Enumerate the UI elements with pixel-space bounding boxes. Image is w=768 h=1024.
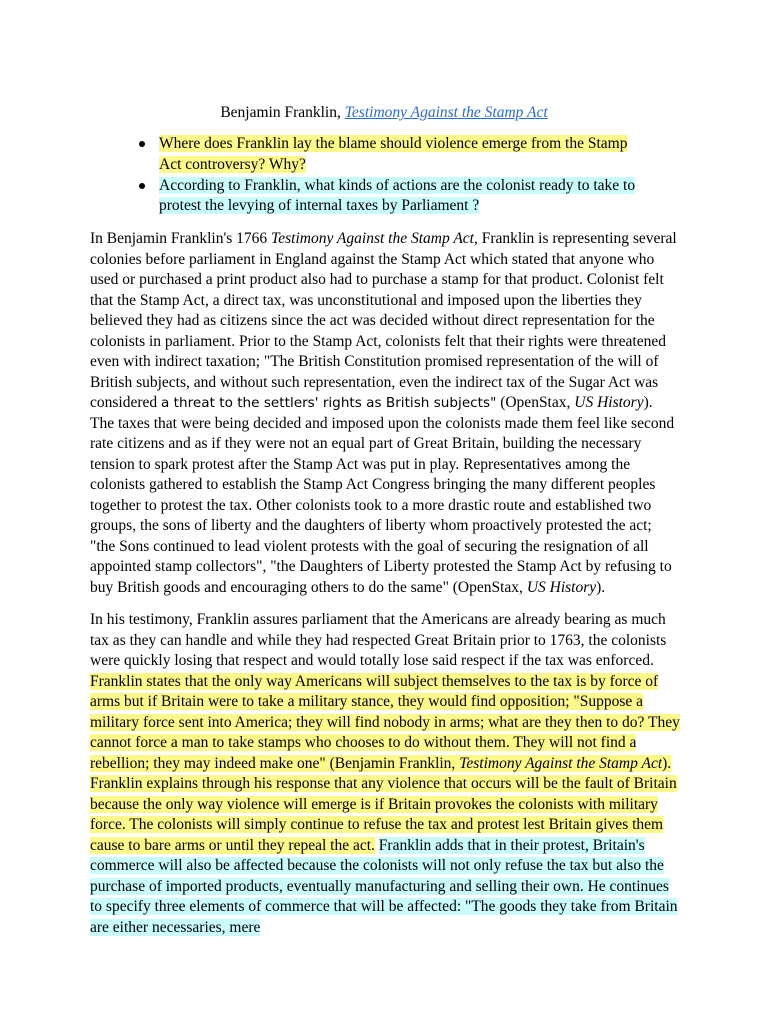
p2-highlight-yellow: ). Franklin explains through his response that any violence that occurs will be the fault of Britain because the only way violence will emerge is if Britain provokes the colonists with military force. The colonists will simply continue to refuse the tax and protest lest Britain gives them cause to bare arms or until they repeal the act.: [90, 754, 677, 854]
p1-text: (OpenStax,: [496, 394, 575, 411]
title-work-link[interactable]: Testimony Against the Stamp Act: [344, 104, 548, 121]
p1-text: ). The taxes that were being decided and imposed upon the colonists made them feel like second rate citizens and as if they were not an equal part of Great Britain, building the necessary tension to spark protest after the Stamp Act was put in play. Representatives among the colonists gathered to establish the Stamp Act Congress bringing the many different peoples together to protest the tax. Other colonists took to a more drastic route and established two groups, the sons of liberty and the daughters of liberty whom proactively protested the act; "the Sons continued to lead violent protests with the goal of securing the resignation of all appointed stamp collectors", "the Daughters of Liberty protested the Stamp Act by refusing to buy British goods and encouraging others to do the same" (OpenStax,: [90, 394, 675, 596]
question-list: [130, 134, 650, 217]
bullet-icon: [139, 141, 145, 147]
p1-quote-sans: a threat to the settlers' rights as British subjects": [161, 395, 497, 411]
bullet-icon: [139, 183, 145, 189]
question-item: [130, 176, 650, 217]
question-text: According to Franklin, what kinds of actions are the colonist ready to take to protest the levying of internal taxes by Parliament ?: [159, 176, 636, 214]
question-item: [130, 134, 650, 175]
paragraph-testimony: [90, 610, 680, 938]
question-text: Where does Franklin lay the blame should violence emerge from the Stamp Act controversy? Why?: [159, 135, 628, 173]
title-author: Benjamin Franklin,: [220, 104, 341, 121]
p1-text: , Franklin is representing several colonies before parliament in England against the Stamp Act which stated that anyone who used or purchased a print product also had to purchase a stamp for that product. Colonist felt that the Stamp Act, a direct tax, was unconstitutional and imposed upon the liberties they believed they had as citizens since the act was decided without direct representation for the colonists in parliament. Prior to the Stamp Act, colonists felt that their rights were threatened even with indirect taxation; "The British Constitution promised representation of the will of British subjects, and without such representation, even the indirect tax of the Sugar Act was considered: [90, 230, 677, 411]
p1-italic-source: US History: [574, 394, 644, 411]
paragraph-intro: [90, 229, 680, 598]
p2-highlight-yellow-italic: Testimony Against the Stamp Act: [459, 754, 663, 772]
p2-highlight-cyan: Franklin adds that in their protest, Britain's commerce will also be affected because the colonists will not only refuse the tax but also the purchase of imported products, eventually manufacturing and selling their own. He continues to specify three elements of commerce that will be affected: "The goods they take from Britain are either necessaries, mere: [90, 836, 678, 936]
p1-text: In Benjamin Franklin's 1766: [90, 230, 272, 247]
p1-italic-title: Testimony Against the Stamp Act: [271, 230, 474, 247]
p1-text: ).: [596, 578, 606, 596]
p1-italic-source: US History: [526, 578, 597, 596]
p2-highlight-yellow: Franklin states that the only way Americans will subject themselves to the tax is by force of arms but if Britain were to take a military stance, they would find opposition; "Suppose a military force sent into America; they will find nobody in arms; what are they then to do? They cannot force a man to take stamps who chooses to do without them. They will not find a rebellion; they may indeed make one" (Benjamin Franklin,: [90, 672, 680, 772]
document-title: [0, 102, 768, 124]
p2-text: In his testimony, Franklin assures parliament that the Americans are already bearing as much tax as they can handle and while they had respected Great Britain prior to 1763, the colonists were quickly losing that respect and would totally lose said respect if the tax was enforced.: [90, 611, 667, 669]
